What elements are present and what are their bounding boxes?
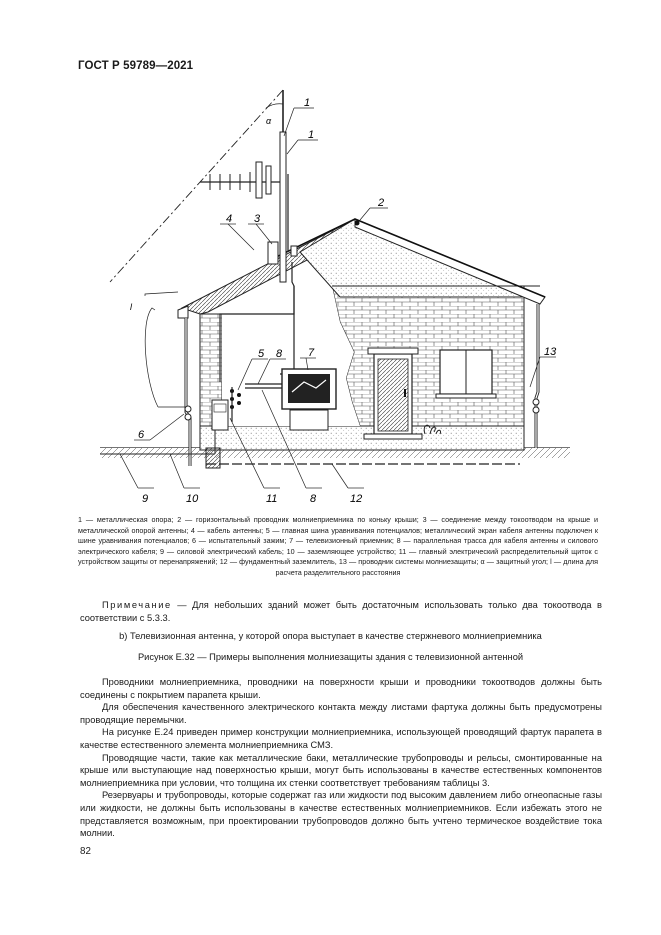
callout-3: 3 [254,213,261,225]
callout-4: 4 [226,213,233,225]
callout-7: 7 [308,347,315,359]
subfigure-caption: b) Телевизионная антенна, у которой опора выступает в качестве стержневого молниеприемника [119,631,542,641]
paragraph: На рисунке Е.24 приведен пример конструкции молниеприемника, использующей проводящий фартук парапета в качестве естественного элемента молниеприемника СМЗ. [80,727,602,750]
callout-13: 13 [544,346,557,358]
right-wall [332,286,524,426]
note-label: Примечание [102,600,172,610]
note [80,599,602,625]
paragraph: Проводящие части, такие как металлические баки, металлические трубопроводы и рельсы, смонтированные на крыше или выступающие над поверхностью крыши, могут быть использованы в качестве естественных компонентов молниеприемника при условии, что толщина их стенки соответствует требованиям таблицы 3. [80,752,602,788]
distance-label: l [130,302,132,312]
distribution-board [212,400,228,430]
callout-6: 6 [138,429,145,441]
callout-8-bottom: 8 [310,493,317,505]
callout-9: 9 [142,493,149,505]
document-header: ГОСТ Р 59789—2021 [78,60,194,72]
figure-legend: 1 — металлическая опора; 2 — горизонтальный проводник молниеприемника по коньку крыши; 3 — соединение между токоотводом на крыше и металлической опорой антенны; 4 — кабель антенны; 5 — главная шина уравнивания потенциалов; металлический экран кабеля антенны подключен к шине уравнивания потенциалов; 6 — испытательный зажим; 7 — телевизионный приемник; 8 — параллельная трасса для кабеля антенны и силового электрического кабеля; 9 — силовой электрический кабель; 10 — заземляющее устройство; 11 — главный электрический распределительный щиток с устройством защиты от перенапряжений; 12 — фундаментный заземлитель, 13 — проводник системы молниезащиты; α — защитный угол; l — длина для расчета разделительного расстояния [78,515,598,577]
alpha-label: α [266,116,272,126]
note-text: — Для небольших зданий может быть достаточным использовать только два токоотвода в соответствии с 5.3.3. [80,600,602,623]
paragraph: Для обеспечения качественного электрического контакта между листами фартука должны быть предусмотрены проводящие перемычки. [80,702,602,725]
page-number: 82 [80,846,91,857]
callout-2: 2 [378,197,385,209]
antenna-mast [280,132,286,282]
paragraph: Резервуары и трубопроводы, которые содержат газ или жидкости под высоким давлением либо огнеопасные газы или жидкости, не должны быть использованы в качестве естественных молниеприемников. Если избежать этого не представляется возможным, при проектировании трубопроводов должно быть учтено термическое воздействие тока молнии. [80,790,602,839]
body-text [80,676,602,840]
foundation [200,426,524,450]
figure-caption: Рисунок Е.32 — Примеры выполнения молниезащиты здания с телевизионной антенной [137,652,524,662]
callout-11: 11 [266,493,278,505]
callout-1: 1 [308,129,315,141]
callout-12: 12 [350,493,363,505]
callout-5: 5 [258,348,265,360]
callout-1-top: 1 [304,97,311,109]
callout-10: 10 [186,493,199,505]
lightning-protection-figure [70,82,600,512]
callout-8-top: 8 [276,348,283,360]
paragraph: Проводники молниеприемника, проводники на поверхности крыши и проводники токоотводов должны быть соединены с покрытием парапета крыши. [80,677,602,700]
